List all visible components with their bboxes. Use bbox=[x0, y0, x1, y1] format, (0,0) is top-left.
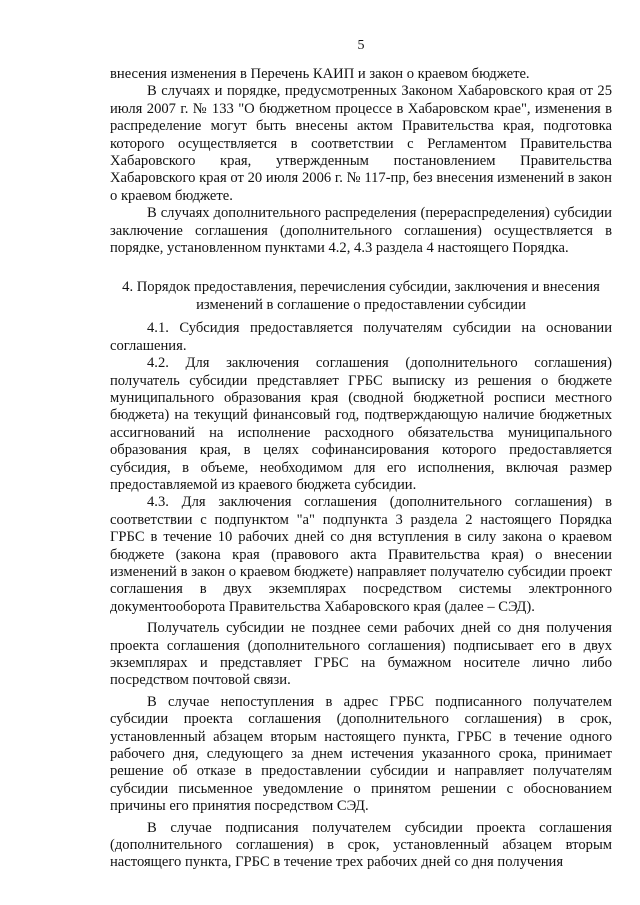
paragraph-continuation: внесения изменения в Перечень КАИП и закон о краевом бюджете. bbox=[110, 66, 530, 82]
page-number: 5 bbox=[357, 38, 365, 53]
paragraph-recipient-signing: Получатель субсидии не позднее семи рабочих дней со дня получения проекта соглашения (дополнительного соглашения) подписывает его в двух экземплярах и представляет ГРБС на бумажном носителе лично либо посредством почтовой связи. bbox=[110, 620, 612, 689]
paragraph-redistribution: В случаях дополнительного распределения (перераспределения) субсидии заключение соглашения (дополнительного соглашения) осуществляется в порядке, установленном пунктами 4.2, 4.3 раздела 4 настоящего Порядка. bbox=[110, 205, 612, 257]
section-heading-4: 4. Порядок предоставления, перечисления субсидии, заключения и внесения изменений в соглашение о предоставлении субсидии bbox=[122, 279, 600, 313]
paragraph-non-receipt: В случае непоступления в адрес ГРБС подписанного получателем субсидии проекта соглашения (дополнительного соглашения) в срок, установленный абзацем вторым настоящего пункта, ГРБС в течение одного рабочего дня, следующего за днем истечения указанного срока, принимает решение об отказе в предоставлении субсидии и направляет получателям субсидии письменное уведомление о принятом решении с обоснованием причины его принятия посредством СЭД. bbox=[110, 693, 612, 815]
paragraph-4-1: 4.1. Субсидия предоставляется получателям субсидии на основании соглашения. bbox=[110, 320, 612, 354]
paragraph-4-2: 4.2. Для заключения соглашения (дополнительного соглашения) получатель субсидии представляет ГРБС выписку из решения о бюджете муниципального образования края (сводной бюджетной росписи местного бюджета) на текущий финансовый год, подтверждающую наличие бюджетных ассигнований на исполнение расходного обязательства муниципального образования края, в целях софинансирования которого предоставляется субсидия, в объеме, необходимом для его исполнения, включая размер предоставляемой из краевого бюджета субсидии. bbox=[110, 355, 612, 493]
paragraph-signing-case: В случае подписания получателем субсидии проекта соглашения (дополнительного соглашения) в срок, установленный абзацем вторым настоящего пункта, ГРБС в течение трех рабочих дней со дня получения bbox=[110, 819, 612, 871]
paragraph-4-3: 4.3. Для заключения соглашения (дополнительного соглашения) в соответствии с подпунктом "а" подпункта 3 раздела 2 настоящего Порядка ГРБС в течение 10 рабочих дней со дня вступления в силу закона о краевом бюджете (закона края (правового акта Правительства края) о внесении изменений в закон о краевом бюджете) направляет получателю субсидии проект соглашения в двух экземплярах посредством системы электронного документооборота Правительства Хабаровского края (далее – СЭД). bbox=[110, 494, 612, 615]
paragraph-law-reference: В случаях и порядке, предусмотренных Законом Хабаровского края от 25 июля 2007 г. № 133 "О бюджетном процессе в Хабаровском крае", изменения в распределение могут быть внесены актом Правительства края, подготовка которого осуществляется в соответствии с Регламентом Правительства Хабаровского края, утвержденным постановлением Правительства Хабаровского края от 20 июля 2006 г. № 117-пр, без внесения изменений в закон о краевом бюджете. bbox=[110, 83, 612, 204]
